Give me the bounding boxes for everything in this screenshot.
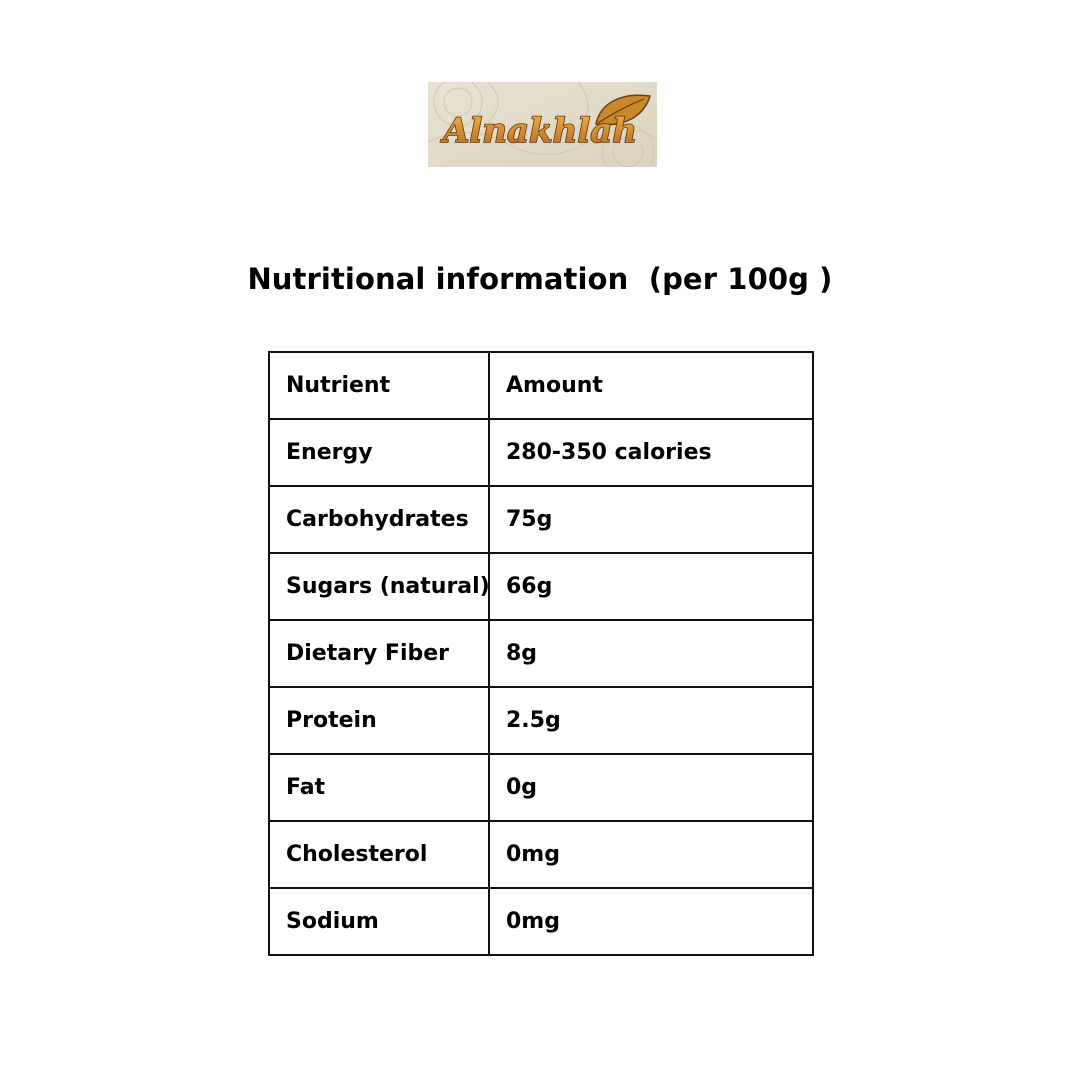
- table-row: [269, 486, 813, 553]
- nutrition-table: [268, 351, 814, 956]
- nutrient-cell: Cholesterol: [269, 821, 489, 888]
- amount-cell: 75g: [489, 486, 813, 553]
- nutrient-cell: Energy: [269, 419, 489, 486]
- table-row: [269, 888, 813, 955]
- table-row: [269, 687, 813, 754]
- nutrient-cell: Protein: [269, 687, 489, 754]
- table-header-row: [269, 352, 813, 419]
- brand-logo-graphic: [428, 82, 657, 167]
- table-row: [269, 620, 813, 687]
- header-nutrient: Nutrient: [269, 352, 489, 419]
- brand-logo-text: Alnakhlah: [443, 111, 637, 151]
- nutrient-cell: Sodium: [269, 888, 489, 955]
- nutrient-cell: Fat: [269, 754, 489, 821]
- table-row: [269, 754, 813, 821]
- amount-cell: 280-350 calories: [489, 419, 813, 486]
- amount-cell: 8g: [489, 620, 813, 687]
- nutrient-cell: Carbohydrates: [269, 486, 489, 553]
- amount-cell: 0g: [489, 754, 813, 821]
- amount-cell: 66g: [489, 553, 813, 620]
- header-amount: Amount: [489, 352, 813, 419]
- amount-cell: 0mg: [489, 888, 813, 955]
- table-row: [269, 821, 813, 888]
- brand-logo: [428, 82, 657, 167]
- table-row: [269, 419, 813, 486]
- page-title: Nutritional information (per 100g ): [247, 262, 833, 296]
- nutrient-cell: Sugars (natural): [269, 553, 489, 620]
- amount-cell: 0mg: [489, 821, 813, 888]
- table-row: [269, 553, 813, 620]
- amount-cell: 2.5g: [489, 687, 813, 754]
- nutrient-cell: Dietary Fiber: [269, 620, 489, 687]
